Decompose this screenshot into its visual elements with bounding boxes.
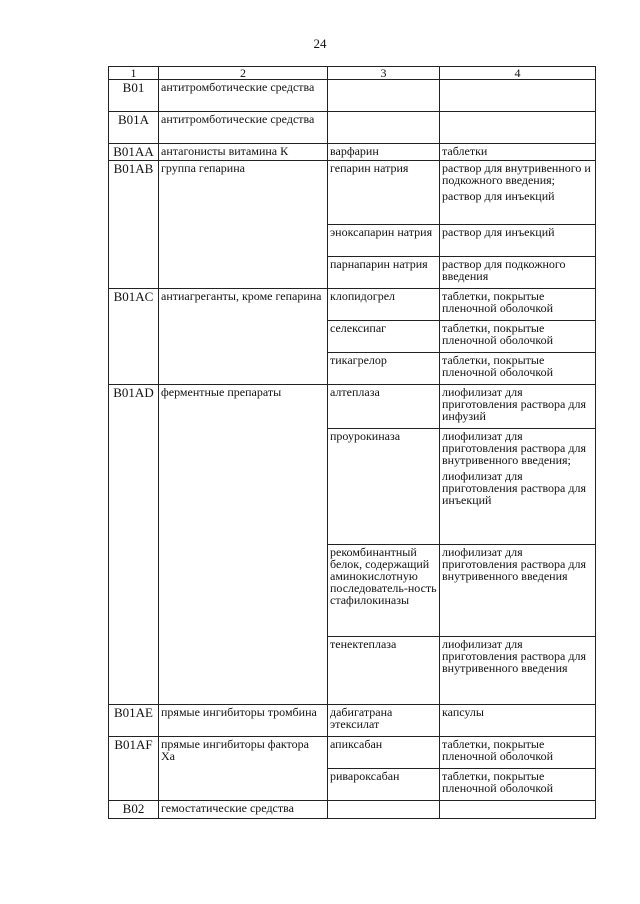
table-row bbox=[109, 385, 596, 429]
group-name: ферментные препараты bbox=[159, 385, 328, 705]
group-name: антагонисты витамина К bbox=[159, 144, 328, 161]
column-header: 4 bbox=[440, 67, 596, 80]
dosage-form: лиофилизат для приготовления раствора для внутривенного введения bbox=[440, 637, 596, 705]
group-name: антитромботические средства bbox=[159, 80, 328, 112]
drug-name bbox=[328, 801, 440, 819]
dosage-form bbox=[440, 80, 596, 112]
atc-code: B01AA bbox=[109, 144, 159, 161]
drug-name: дабигатрана этексилат bbox=[328, 705, 440, 737]
group-name: антиагреганты, кроме гепарина bbox=[159, 289, 328, 385]
drug-name: парнапарин натрия bbox=[328, 257, 440, 289]
column-header: 2 bbox=[159, 67, 328, 80]
table-row bbox=[109, 705, 596, 737]
drug-name: алтеплаза bbox=[328, 385, 440, 429]
atc-code: B01AF bbox=[109, 737, 159, 801]
drug-name: ривароксабан bbox=[328, 769, 440, 801]
column-header: 1 bbox=[109, 67, 159, 80]
table-row bbox=[109, 112, 596, 144]
drug-name: варфарин bbox=[328, 144, 440, 161]
dosage-form: таблетки, покрытые пленочной оболочкой bbox=[440, 353, 596, 385]
atc-code: B02 bbox=[109, 801, 159, 819]
atc-code: B01AD bbox=[109, 385, 159, 705]
dosage-form bbox=[440, 112, 596, 144]
dosage-form: лиофилизат для приготовления раствора для внутривенного введения bbox=[440, 545, 596, 637]
drug-name: клопидогрел bbox=[328, 289, 440, 321]
drug-name: проурокиназа bbox=[328, 429, 440, 545]
dosage-form bbox=[440, 161, 596, 225]
table-row bbox=[109, 161, 596, 225]
dosage-form-item: лиофилизат для приготовления раствора для внутривенного введения; bbox=[442, 429, 586, 467]
dosage-form: капсулы bbox=[440, 705, 596, 737]
drug-name: тикагрелор bbox=[328, 353, 440, 385]
atc-code: B01AE bbox=[109, 705, 159, 737]
table-row bbox=[109, 737, 596, 769]
drug-name bbox=[328, 112, 440, 144]
table-row bbox=[109, 289, 596, 321]
drug-name: рекомбинантный белок, содержащий аминокислотную последователь-ность стафилокиназы bbox=[328, 545, 440, 637]
table-row bbox=[109, 144, 596, 161]
atc-code: B01A bbox=[109, 112, 159, 144]
page-number: 24 bbox=[313, 36, 327, 51]
dosage-form: таблетки, покрытые пленочной оболочкой bbox=[440, 737, 596, 769]
drug-name: гепарин натрия bbox=[328, 161, 440, 225]
atc-code: B01AC bbox=[109, 289, 159, 385]
dosage-form: таблетки, покрытые пленочной оболочкой bbox=[440, 289, 596, 321]
dosage-form-item: раствор для внутривенного и подкожного введения; bbox=[442, 161, 591, 187]
dosage-form: таблетки, покрытые пленочной оболочкой bbox=[440, 321, 596, 353]
table-row bbox=[109, 80, 596, 112]
drug-table bbox=[108, 66, 596, 819]
header-row bbox=[109, 67, 596, 80]
dosage-form-item: лиофилизат для приготовления раствора для инъекций bbox=[442, 469, 586, 507]
dosage-form: таблетки, покрытые пленочной оболочкой bbox=[440, 769, 596, 801]
group-name: прямые ингибиторы тромбина bbox=[159, 705, 328, 737]
dosage-form bbox=[440, 429, 596, 545]
atc-code: B01AB bbox=[109, 161, 159, 289]
group-name: прямые ингибиторы фактора Xa bbox=[159, 737, 328, 801]
atc-code: B01 bbox=[109, 80, 159, 112]
dosage-form-item: раствор для инъекций bbox=[442, 189, 555, 203]
dosage-form: раствор для подкожного введения bbox=[440, 257, 596, 289]
dosage-form: лиофилизат для приготовления раствора для инфузий bbox=[440, 385, 596, 429]
table-row bbox=[109, 801, 596, 819]
drug-name: селексипаг bbox=[328, 321, 440, 353]
drug-name: эноксапарин натрия bbox=[328, 225, 440, 257]
group-name: антитромботические средства bbox=[159, 112, 328, 144]
dosage-form bbox=[440, 801, 596, 819]
drug-name: тенектеплаза bbox=[328, 637, 440, 705]
drug-name: апиксабан bbox=[328, 737, 440, 769]
column-header: 3 bbox=[328, 67, 440, 80]
group-name: гемостатические средства bbox=[159, 801, 328, 819]
dosage-form: таблетки bbox=[440, 144, 596, 161]
group-name: группа гепарина bbox=[159, 161, 328, 289]
drug-name bbox=[328, 80, 440, 112]
dosage-form: раствор для инъекций bbox=[440, 225, 596, 257]
